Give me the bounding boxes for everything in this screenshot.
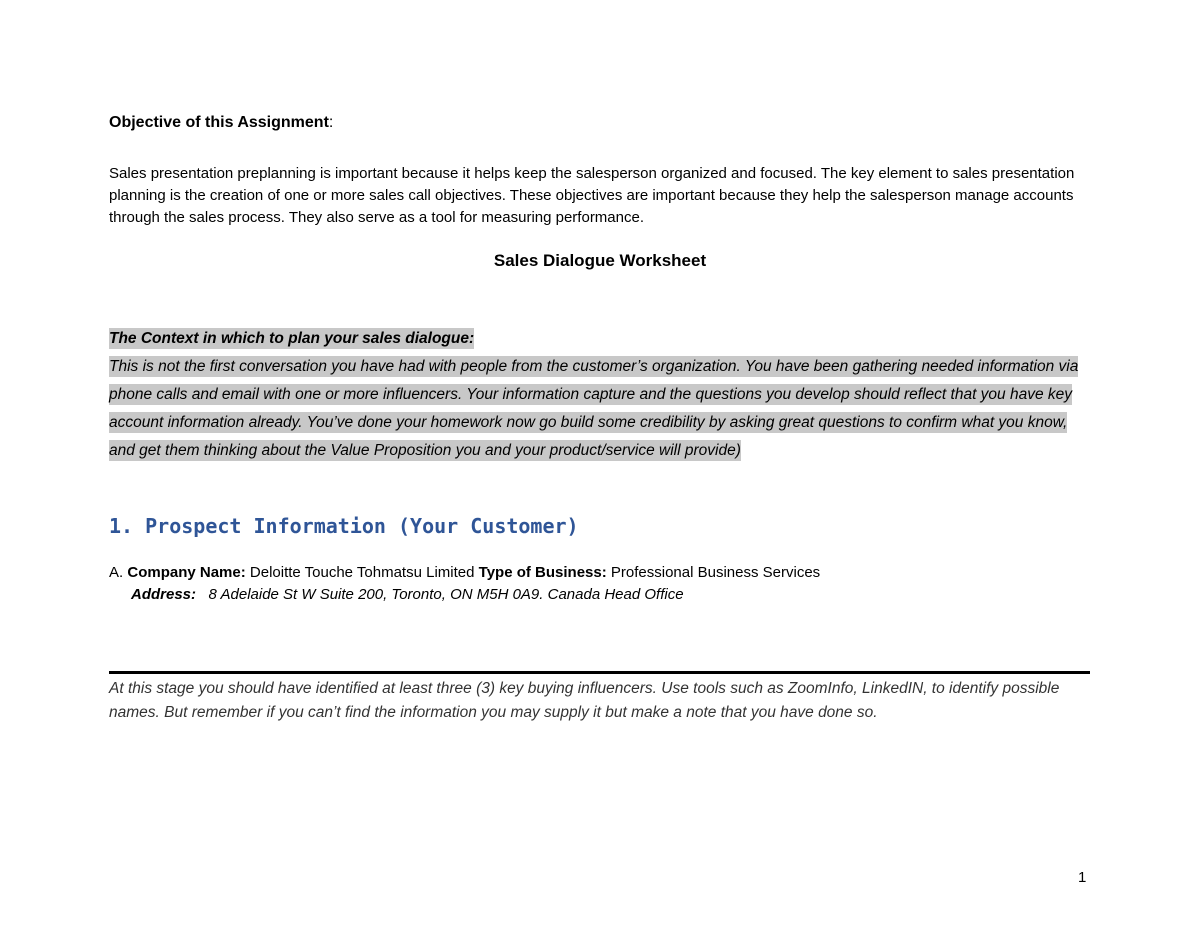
objective-heading-text: Objective of this Assignment bbox=[109, 114, 329, 131]
objective-heading bbox=[109, 113, 1090, 133]
company-name-label: Company Name: bbox=[127, 564, 246, 581]
objective-paragraph: Sales presentation preplanning is important because it helps keep the salesperson organized and focused. The key element to sales presentation planning is the creation of one or more sales call objectives. These objectives are important because they help the salesperson manage accounts through the sales process. They also serve as a tool for measuring performance. bbox=[109, 165, 1075, 226]
address-label: Address: bbox=[131, 586, 197, 603]
influencer-note: At this stage you should have identified at least three (3) key buying influencers. Use tools such as ZoomInfo, LinkedIN, to identify possible names. But remember if you can’t find the information you may supply it but make a note that you have done so. bbox=[109, 680, 1060, 721]
context-heading: The Context in which to plan your sales dialogue: bbox=[109, 330, 475, 347]
business-type-label: Type of Business bbox=[478, 564, 602, 581]
page-number: 1 bbox=[1078, 869, 1087, 886]
prospect-address-line bbox=[131, 584, 1112, 605]
context-paragraph: This is not the first conversation you have had with people from the customer’s organization. You have been gathering needed information via phone calls and email with one or more influencers. Your information capture and the questions you develop should reflect that you have key account information already. You’ve done your homework now go build some credibility by asking great questions to confirm what you know, and get them thinking about the Value Proposition you and your product/service will provide) bbox=[109, 358, 1079, 459]
address-value: 8 Adelaide St W Suite 200, Toronto, ON M5H 0A9. Canada Head Office bbox=[208, 586, 684, 603]
prospect-company-line bbox=[109, 562, 1090, 583]
business-type-colon: : bbox=[601, 564, 607, 581]
objective-heading-colon: : bbox=[328, 114, 334, 131]
section-heading-prospect-information: 1. Prospect Information (Your Customer) bbox=[109, 514, 579, 538]
worksheet-title: Sales Dialogue Worksheet bbox=[493, 251, 707, 270]
company-name-value: Deloitte Touche Tohmatsu Limited bbox=[249, 564, 475, 581]
business-type-value: Professional Business Services bbox=[610, 564, 821, 581]
item-marker: A. bbox=[109, 564, 124, 581]
horizontal-divider bbox=[109, 671, 1090, 674]
context-box bbox=[109, 325, 1090, 465]
